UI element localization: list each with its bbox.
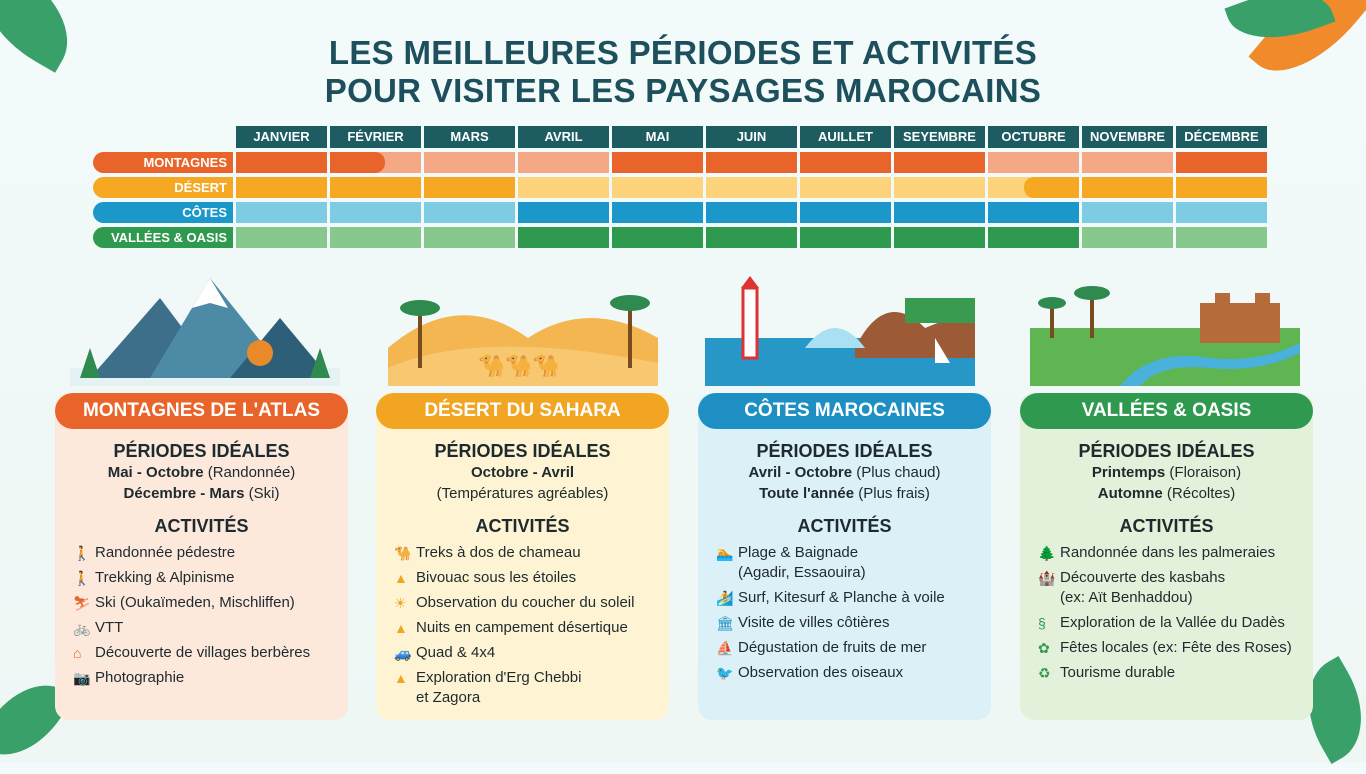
calendar-cell bbox=[1176, 227, 1267, 248]
atlas-mountains-illustration bbox=[70, 268, 340, 386]
period-main: Octobre - Avril bbox=[470, 464, 575, 481]
coast-illustration bbox=[705, 268, 975, 386]
ski-icon: ⛷ bbox=[73, 595, 91, 611]
landscape-card bbox=[55, 393, 348, 720]
calendar-header-row bbox=[93, 126, 1267, 148]
activities-heading: ACTIVITÉS bbox=[154, 516, 249, 536]
calendar-row bbox=[93, 152, 1267, 173]
calendar-cell bbox=[988, 152, 1079, 173]
partial-fill bbox=[330, 152, 385, 173]
calendar-cell bbox=[1082, 202, 1173, 223]
card-title: VALLÉES & OASIS bbox=[1020, 393, 1313, 429]
calendar-cell bbox=[424, 152, 515, 173]
calendar-cell bbox=[1082, 152, 1173, 173]
calendar-corner bbox=[93, 126, 233, 148]
dunes-icon: ▲ bbox=[394, 670, 408, 686]
calendar-cell bbox=[330, 227, 421, 248]
building-icon: 🏛 bbox=[716, 615, 734, 631]
period-line bbox=[698, 462, 991, 483]
period-note: (Plus frais) bbox=[854, 485, 930, 502]
calendar-cell bbox=[988, 227, 1079, 248]
activity-label: Plage & Baignade (Agadir, Essaouira) bbox=[738, 544, 866, 581]
calendar-cell bbox=[518, 152, 609, 173]
calendar-cell bbox=[330, 177, 421, 198]
calendar-cell bbox=[424, 227, 515, 248]
activity-label: Découverte de villages berbères bbox=[95, 644, 311, 661]
kasbah-icon: 🏰 bbox=[1038, 570, 1056, 586]
bike-icon: 🚲 bbox=[73, 620, 91, 636]
hiker-icon: 🚶 bbox=[73, 570, 91, 586]
calendar-cell bbox=[518, 202, 609, 223]
activity-item bbox=[73, 668, 348, 688]
activities-heading: ACTIVITÉS bbox=[1119, 516, 1214, 536]
calendar-cell bbox=[1176, 202, 1267, 223]
landscape-card bbox=[698, 393, 991, 720]
camera-icon: 📷 bbox=[73, 670, 91, 686]
month-header: AUILLET bbox=[800, 126, 891, 148]
activity-item bbox=[73, 543, 348, 563]
activity-item bbox=[716, 613, 991, 633]
camel-icon: 🐪 bbox=[394, 545, 412, 561]
activity-label: Tourisme durable bbox=[1060, 664, 1176, 681]
calendar-cell bbox=[800, 152, 891, 173]
calendar-cell bbox=[1082, 177, 1173, 198]
activity-item bbox=[1038, 613, 1313, 633]
card-title: CÔTES MAROCAINES bbox=[698, 393, 991, 429]
calendar-cell bbox=[800, 202, 891, 223]
calendar-row bbox=[93, 177, 1267, 198]
flower-icon: ✿ bbox=[1038, 640, 1050, 656]
calendar-cell bbox=[894, 227, 985, 248]
month-header: OCTUBRE bbox=[988, 126, 1079, 148]
period-note: (Récoltes) bbox=[1162, 485, 1236, 502]
activities-heading: ACTIVITÉS bbox=[797, 516, 892, 536]
calendar-row bbox=[93, 227, 1267, 248]
sahara-desert-illustration bbox=[388, 268, 658, 386]
calendar-cell bbox=[330, 202, 421, 223]
activity-label: Observation des oiseaux bbox=[738, 664, 904, 681]
activity-label: Treks à dos de chameau bbox=[416, 544, 581, 561]
row-label: CÔTES bbox=[93, 202, 233, 223]
period-note: (Randonnée) bbox=[203, 464, 296, 481]
activity-label: Quad & 4x4 bbox=[416, 644, 496, 661]
calendar-cell bbox=[1176, 177, 1267, 198]
activity-label: Nuits en campement désertique bbox=[416, 619, 628, 636]
tent-icon: ▲ bbox=[394, 570, 408, 586]
calendar-cell bbox=[236, 152, 327, 173]
calendar-cell bbox=[1176, 152, 1267, 173]
calendar-cell bbox=[612, 227, 703, 248]
activity-item bbox=[73, 593, 348, 613]
activity-item bbox=[716, 638, 991, 658]
month-header: DÉCEMBRE bbox=[1176, 126, 1267, 148]
season-calendar bbox=[93, 126, 1267, 252]
activity-label: Visite de villes côtières bbox=[738, 614, 890, 631]
activity-label: Exploration d'Erg Chebbi et Zagora bbox=[416, 669, 582, 706]
periods-heading: PÉRIODES IDÉALES bbox=[756, 441, 933, 461]
activity-item bbox=[394, 668, 669, 708]
periods-heading: PÉRIODES IDÉALES bbox=[1078, 441, 1255, 461]
periods-heading: PÉRIODES IDÉALES bbox=[113, 441, 290, 461]
period-line bbox=[55, 462, 348, 483]
calendar-cell bbox=[706, 227, 797, 248]
partial-fill bbox=[1024, 177, 1079, 198]
page-title-line2: POUR VISITER LES PAYSAGES MAROCAINS bbox=[324, 72, 1042, 109]
calendar-cell bbox=[424, 202, 515, 223]
activity-label: Randonnée pédestre bbox=[95, 544, 236, 561]
card-title: DÉSERT DU SAHARA bbox=[376, 393, 669, 429]
period-note: (Ski) bbox=[244, 485, 280, 502]
calendar-cell bbox=[330, 152, 421, 173]
activity-item bbox=[716, 663, 991, 683]
period-main: Automne bbox=[1097, 485, 1163, 502]
sailboat-icon: ⛵ bbox=[716, 640, 734, 656]
village-icon: ⌂ bbox=[73, 645, 82, 661]
calendar-cell bbox=[706, 202, 797, 223]
activity-item bbox=[1038, 663, 1313, 683]
activity-item bbox=[73, 618, 348, 638]
calendar-cell bbox=[988, 177, 1079, 198]
activity-item bbox=[394, 593, 669, 613]
activity-label: Découverte des kasbahs (ex: Aït Benhaddou) bbox=[1060, 569, 1226, 606]
periods-heading: PÉRIODES IDÉALES bbox=[434, 441, 611, 461]
valley-oasis-illustration bbox=[1030, 268, 1300, 386]
month-header: MAI bbox=[612, 126, 703, 148]
calendar-cell bbox=[612, 202, 703, 223]
calendar-cell bbox=[894, 177, 985, 198]
activity-label: Surf, Kitesurf & Planche à voile bbox=[738, 589, 945, 606]
activity-item bbox=[1038, 568, 1313, 608]
calendar-cell bbox=[894, 152, 985, 173]
calendar-cell bbox=[518, 227, 609, 248]
bird-icon: 🐦 bbox=[716, 665, 734, 681]
calendar-cell bbox=[612, 177, 703, 198]
activity-label: Trekking & Alpinisme bbox=[95, 569, 235, 586]
activity-item bbox=[716, 543, 991, 583]
calendar-cell bbox=[612, 152, 703, 173]
period-main: Mai - Octobre bbox=[107, 464, 204, 481]
calendar-cell bbox=[518, 177, 609, 198]
activity-label: Fêtes locales (ex: Fête des Roses) bbox=[1060, 639, 1292, 656]
activity-label: Exploration de la Vallée du Dadès bbox=[1060, 614, 1285, 631]
hiker-icon: 🚶 bbox=[73, 545, 91, 561]
period-line bbox=[376, 462, 669, 483]
period-line bbox=[1020, 483, 1313, 504]
calendar-cell bbox=[706, 177, 797, 198]
row-label: MONTAGNES bbox=[93, 152, 233, 173]
period-main: Décembre - Mars bbox=[123, 485, 245, 502]
page-title-line1: LES MEILLEURES PÉRIODES ET ACTIVITÉS bbox=[328, 34, 1038, 71]
card-title: MONTAGNES DE L'ATLAS bbox=[55, 393, 348, 429]
surf-icon: 🏄 bbox=[716, 590, 734, 606]
landscape-card bbox=[1020, 393, 1313, 720]
activity-label: Ski (Oukaïmeden, Mischliffen) bbox=[95, 594, 295, 611]
activity-label: Observation du coucher du soleil bbox=[416, 594, 635, 611]
activity-item bbox=[1038, 638, 1313, 658]
period-line bbox=[55, 483, 348, 504]
calendar-row bbox=[93, 202, 1267, 223]
calendar-cell bbox=[894, 202, 985, 223]
activity-item bbox=[394, 618, 669, 638]
activity-item bbox=[73, 568, 348, 588]
activity-label: Photographie bbox=[95, 669, 185, 686]
calendar-cell bbox=[236, 227, 327, 248]
period-line bbox=[376, 483, 669, 504]
calendar-cell bbox=[1082, 227, 1173, 248]
calendar-cell bbox=[236, 202, 327, 223]
period-note: (Températures agréables) bbox=[436, 485, 609, 502]
trees-icon: 🌲 bbox=[1038, 545, 1056, 561]
sunset-icon: ☀ bbox=[394, 595, 407, 611]
landscape-card bbox=[376, 393, 669, 720]
month-header: JANVIER bbox=[236, 126, 327, 148]
period-note: (Plus chaud) bbox=[852, 464, 941, 481]
row-label: VALLÉES & OASIS bbox=[93, 227, 233, 248]
activity-label: Bivouac sous les étoiles bbox=[416, 569, 577, 586]
month-header: MARS bbox=[424, 126, 515, 148]
period-line bbox=[1020, 462, 1313, 483]
month-header: AVRIL bbox=[518, 126, 609, 148]
period-main: Toute l'année bbox=[759, 485, 855, 502]
activities-heading: ACTIVITÉS bbox=[475, 516, 570, 536]
period-main: Avril - Octobre bbox=[748, 464, 853, 481]
month-header: JUIN bbox=[706, 126, 797, 148]
calendar-cell bbox=[988, 202, 1079, 223]
jeep-icon: 🚙 bbox=[394, 645, 412, 661]
calendar-cell bbox=[800, 227, 891, 248]
row-label: DÉSERT bbox=[93, 177, 233, 198]
activity-item bbox=[394, 643, 669, 663]
calendar-cell bbox=[424, 177, 515, 198]
activity-item bbox=[716, 588, 991, 608]
valley-icon: § bbox=[1038, 615, 1046, 631]
activity-item bbox=[1038, 543, 1313, 563]
swim-icon: 🏊 bbox=[716, 545, 734, 561]
period-main: Printemps bbox=[1091, 464, 1166, 481]
month-header: SEYEMBRE bbox=[894, 126, 985, 148]
activity-item bbox=[73, 643, 348, 663]
activity-label: VTT bbox=[95, 619, 124, 636]
activity-item bbox=[394, 543, 669, 563]
activity-label: Randonnée dans les palmeraies bbox=[1060, 544, 1276, 561]
camp-icon: ▲ bbox=[394, 620, 408, 636]
calendar-cell bbox=[800, 177, 891, 198]
period-note: (Floraison) bbox=[1165, 464, 1242, 481]
calendar-cell bbox=[706, 152, 797, 173]
eco-icon: ♻ bbox=[1038, 665, 1051, 681]
svg-text:🐪🐪🐪: 🐪🐪🐪 bbox=[478, 353, 561, 378]
activity-item bbox=[394, 568, 669, 588]
month-header: NOVEMBRE bbox=[1082, 126, 1173, 148]
activity-label: Dégustation de fruits de mer bbox=[738, 639, 927, 656]
calendar-cell bbox=[236, 177, 327, 198]
period-line bbox=[698, 483, 991, 504]
month-header: FÉVRIER bbox=[330, 126, 421, 148]
